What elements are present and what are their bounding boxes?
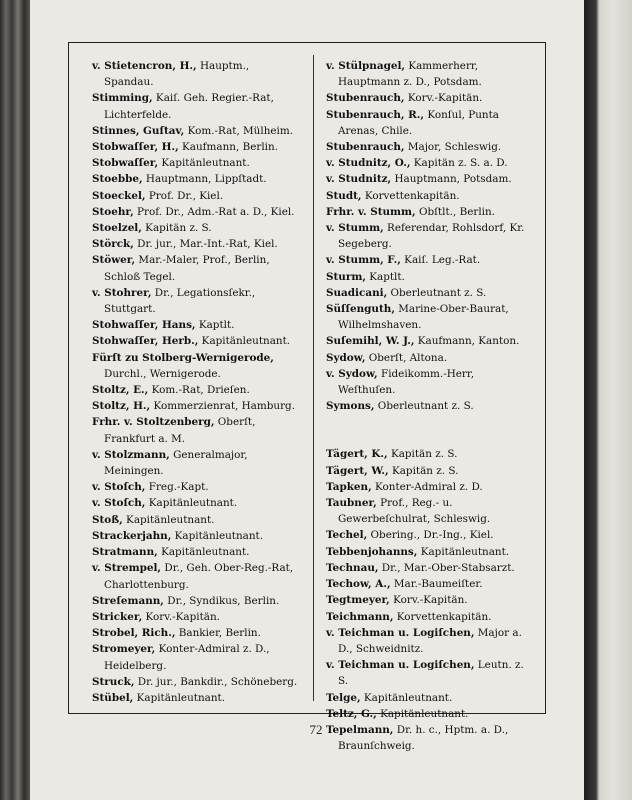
- entry-name: Tapken,: [326, 480, 372, 493]
- entry-name: v. Stumm, F.,: [326, 254, 401, 267]
- directory-entry: [326, 576, 534, 592]
- entry-name: Taubner,: [326, 497, 377, 510]
- facing-page-edge: [584, 0, 632, 800]
- directory-entry: [92, 544, 300, 560]
- entry-detail: Mar.-Maler, Prof., Berlin, Schloß Tegel.: [104, 254, 270, 283]
- entry-detail: Kapitän z. S.: [141, 222, 212, 235]
- entry-name: v. Stoſch,: [92, 497, 146, 510]
- entry-detail: Kom.-Rat, Drieſen.: [148, 384, 250, 397]
- directory-entry: [92, 123, 300, 139]
- entry-name: Stobwaſſer,: [92, 157, 159, 170]
- entry-detail: Dr., Syndikus, Berlin.: [163, 594, 280, 607]
- entry-name: v. Sydow,: [326, 367, 378, 380]
- directory-entry: [326, 188, 534, 204]
- entry-detail: Kapitänleutnant.: [157, 546, 250, 559]
- entry-detail: Prof. Dr., Kiel.: [145, 189, 224, 202]
- entry-name: Suadicani,: [326, 286, 388, 299]
- entry-name: v. Teichman u. Logiſchen,: [326, 659, 475, 672]
- entry-detail: Hauptm., Spandau.: [104, 60, 250, 89]
- entry-name: Stohwaſſer, Herb.,: [92, 335, 199, 348]
- directory-entry: [92, 479, 300, 495]
- directory-entry: [92, 447, 300, 479]
- entry-name: Stoehr,: [92, 205, 134, 218]
- entry-name: Frhr. v. Stoltzenberg,: [92, 416, 215, 429]
- directory-entry: [326, 269, 534, 285]
- directory-entry: [92, 641, 300, 673]
- entry-name: Studt,: [326, 189, 362, 202]
- entry-detail: Kapitänleutnant.: [145, 497, 238, 510]
- entry-name: Suſemihl, W. J.,: [326, 335, 415, 348]
- directory-entry: [326, 706, 534, 722]
- directory-entry: [92, 414, 300, 446]
- entry-name: v. Stolzmann,: [92, 448, 170, 461]
- entry-detail: Dr., Geh. Ober-Reg.-Rat, Charlottenburg.: [104, 562, 294, 591]
- directory-entry: [92, 139, 300, 155]
- directory-entry: [92, 317, 300, 333]
- entry-name: Frhr. v. Stumm,: [326, 205, 416, 218]
- entry-detail: Kaiſ. Leg.-Rat.: [400, 254, 481, 267]
- entry-name: Stratmann,: [92, 546, 158, 559]
- entry-detail: Obſtlt., Berlin.: [415, 205, 495, 218]
- entry-detail: Dr. jur., Mar.-Int.-Rat, Kiel.: [133, 238, 278, 251]
- entry-name: Symons,: [326, 400, 375, 413]
- entry-name: Stohwaſſer, Hans,: [92, 319, 196, 332]
- entry-detail: Dr., Mar.-Ober-Stabsarzt.: [378, 561, 515, 574]
- entry-detail: Generalmajor, Meiningen.: [104, 448, 248, 478]
- directory-entry: [326, 609, 534, 625]
- directory-entry: [326, 58, 534, 90]
- entry-detail: Mar.-Baumeiſter.: [390, 578, 483, 591]
- entry-name: Telge,: [326, 691, 361, 704]
- entry-name: Tebbenjohanns,: [326, 545, 418, 558]
- entry-name: Stoeckel,: [92, 189, 146, 202]
- entry-name: Stoltz, E.,: [92, 384, 149, 397]
- entry-detail: Kapitänleutnant.: [158, 157, 250, 170]
- entry-name: Stromeyer,: [92, 643, 156, 656]
- entry-detail: Kapitän z. S.: [387, 448, 458, 461]
- entry-detail: Prof. Dr., Adm.-Rat a. D., Kiel.: [133, 205, 295, 218]
- directory-entry: [92, 204, 300, 220]
- entry-detail: Konter-Admiral z. D.: [371, 480, 483, 493]
- directory-entry: [92, 382, 300, 398]
- entry-name: v. Teichman u. Logiſchen,: [326, 626, 475, 639]
- entry-name: v. Stumm,: [326, 222, 384, 235]
- entry-detail: Kapitänleutnant.: [360, 691, 453, 704]
- entry-detail: Kapitänleutnant.: [376, 707, 469, 720]
- directory-entry: [326, 90, 534, 106]
- entry-name: Stobwaſſer, H.,: [92, 141, 179, 154]
- entry-detail: Oberſt, Frankfurt a. M.: [104, 416, 256, 445]
- directory-entry: [92, 674, 300, 690]
- entry-name: Techel,: [326, 529, 368, 542]
- entry-name: v. Stietencron, H.,: [92, 60, 197, 72]
- directory-entry: [326, 657, 534, 689]
- entry-detail: Kaptlt.: [195, 319, 235, 332]
- directory-entry: [92, 252, 300, 284]
- directory-entry: [326, 366, 534, 398]
- entry-detail: Oberſt, Altona.: [365, 351, 448, 364]
- directory-entry: [92, 350, 300, 382]
- entry-name: Stoebbe,: [92, 173, 143, 186]
- right-column: [326, 58, 534, 754]
- entry-detail: Dr., Legationsſekr., Stuttgart.: [104, 286, 256, 316]
- entry-detail: Kapitänleutnant.: [417, 545, 510, 558]
- entry-detail: Kaufmann, Kanton.: [414, 335, 520, 348]
- entry-detail: Major, Schleswig.: [404, 141, 502, 154]
- entry-name: Fürſt zu Stolberg-Wernigerode,: [92, 351, 274, 364]
- entry-name: Tägert, K.,: [326, 448, 388, 461]
- entry-name: v. Stoſch,: [92, 481, 146, 494]
- entry-detail: Kapitän z. S.: [388, 464, 459, 477]
- directory-entry: [326, 301, 534, 333]
- book-binding: [0, 0, 30, 800]
- directory-entry: [92, 512, 300, 528]
- directory-entry: [326, 463, 534, 479]
- entry-detail: Durchl., Wernigerode.: [104, 367, 221, 380]
- directory-entry: [326, 285, 534, 301]
- entry-detail: Korv.-Kapitän.: [142, 610, 220, 623]
- entry-name: Stinnes, Guſtav,: [92, 124, 185, 137]
- entry-name: Streſemann,: [92, 594, 164, 607]
- entry-detail: Hauptmann, Lippſtadt.: [142, 173, 267, 186]
- entry-name: Sydow,: [326, 351, 366, 364]
- entry-name: v. Stohrer,: [92, 286, 152, 299]
- entry-detail: Hauptmann, Potsdam.: [391, 173, 512, 186]
- directory-entry: [326, 252, 534, 268]
- directory-entry: [326, 204, 534, 220]
- directory-entry: [92, 625, 300, 641]
- entry-detail: Korv.-Kapitän.: [389, 594, 468, 607]
- right-column-t-section: [326, 446, 534, 754]
- directory-entry: [92, 220, 300, 236]
- directory-entry: [92, 285, 300, 317]
- right-column-s-section: [326, 58, 534, 414]
- directory-entry: [92, 333, 300, 349]
- entry-name: Tepelmann,: [326, 723, 394, 736]
- entry-name: Störck,: [92, 238, 134, 251]
- entry-name: Tegtmeyer,: [326, 594, 390, 607]
- directory-entry: [326, 333, 534, 349]
- entry-name: Stöwer,: [92, 254, 136, 267]
- directory-entry: [326, 107, 534, 139]
- entry-name: Stimming,: [92, 92, 153, 105]
- entry-detail: Dr. h. c., Hptm. a. D., Braunſchweig.: [338, 723, 509, 753]
- entry-detail: Oberleutnant z. S.: [374, 400, 474, 413]
- directory-entry: [92, 398, 300, 414]
- directory-entry: [326, 139, 534, 155]
- directory-entry: [326, 527, 534, 543]
- entry-detail: Prof., Reg.- u. Gewerbeſchulrat, Schleswig.: [338, 497, 491, 526]
- directory-entry: [92, 593, 300, 609]
- entry-detail: Freg.-Kapt.: [145, 481, 209, 494]
- page-number: 72: [309, 722, 323, 737]
- directory-entry: [326, 479, 534, 495]
- entry-detail: Bankier, Berlin.: [175, 627, 261, 640]
- entry-name: Strackerjahn,: [92, 529, 172, 542]
- entry-detail: Konſul, Punta Arenas, Chile.: [338, 108, 499, 137]
- entry-detail: Kom.-Rat, Mülheim.: [184, 124, 294, 137]
- entry-detail: Kapitänleutnant.: [133, 691, 226, 704]
- directory-entry: [92, 155, 300, 171]
- entry-detail: Major a. D., Schweidnitz.: [338, 626, 522, 655]
- entry-name: v. Studnitz,: [326, 173, 392, 186]
- directory-entry: [326, 155, 534, 171]
- entry-detail: Kaiſ. Geh. Regier.-Rat, Lichterfelde.: [104, 92, 274, 121]
- entry-detail: Kommerzienrat, Hamburg.: [150, 400, 295, 413]
- directory-entry: [326, 446, 534, 462]
- column-divider: [313, 55, 314, 701]
- section-gap: [326, 414, 534, 446]
- directory-entry: [92, 188, 300, 204]
- directory-entry: [92, 495, 300, 511]
- entry-name: Tägert, W.,: [326, 464, 389, 477]
- entry-detail: Kapitänleutnant.: [198, 335, 291, 348]
- entry-name: Süſſenguth,: [326, 303, 395, 316]
- directory-entry: [92, 171, 300, 187]
- directory-entry: [326, 690, 534, 706]
- entry-name: Stübel,: [92, 691, 134, 704]
- entry-detail: Oberleutnant z. S.: [387, 286, 487, 299]
- directory-entry: [92, 90, 300, 122]
- directory-entry: [326, 560, 534, 576]
- directory-entry: [326, 544, 534, 560]
- entry-name: Teltz, G.,: [326, 707, 377, 720]
- entry-detail: Kammerherr, Hauptmann z. D., Potsdam.: [338, 60, 482, 89]
- directory-entry: [92, 560, 300, 592]
- entry-name: Techow, A.,: [326, 578, 391, 591]
- entry-name: Stubenrauch, R.,: [326, 108, 425, 121]
- directory-entry: [326, 625, 534, 657]
- entry-detail: Kaptlt.: [365, 270, 405, 283]
- entry-detail: Kaufmann, Berlin.: [178, 141, 278, 154]
- entry-detail: Korvettenkapitän.: [393, 610, 492, 623]
- entry-detail: Konter-Admiral z. D., Heidelberg.: [104, 643, 270, 672]
- entry-detail: Dr. jur., Bankdir., Schöneberg.: [134, 675, 298, 688]
- entry-name: Stubenrauch,: [326, 92, 405, 105]
- entry-name: Struck,: [92, 675, 135, 688]
- directory-entry: [326, 171, 534, 187]
- left-column: [92, 58, 300, 706]
- directory-entry: [92, 236, 300, 252]
- directory-entry: [92, 609, 300, 625]
- directory-entry: [326, 220, 534, 252]
- entry-detail: Kapitän z. S. a. D.: [410, 157, 508, 170]
- directory-entry: [326, 350, 534, 366]
- directory-entry: [326, 398, 534, 414]
- directory-entry: [326, 592, 534, 608]
- directory-entry: [92, 690, 300, 706]
- entry-detail: Korvettenkapitän.: [361, 189, 460, 202]
- entry-detail: Marine-Ober-Baurat, Wilhelmshaven.: [338, 303, 509, 332]
- entry-name: Stoltz, H.,: [92, 400, 151, 413]
- directory-entry: [92, 528, 300, 544]
- directory-entry: [326, 495, 534, 527]
- entry-name: Sturm,: [326, 270, 366, 283]
- entry-detail: Leutn. z. S.: [338, 659, 524, 688]
- entry-name: Stricker,: [92, 610, 143, 623]
- entry-detail: Fideikomm.-Herr, Weſthuſen.: [338, 367, 475, 397]
- entry-name: v. Strempel,: [92, 562, 162, 575]
- entry-name: Stoelzel,: [92, 222, 142, 235]
- entry-name: v. Studnitz, O.,: [326, 157, 411, 170]
- entry-name: v. Stülpnagel,: [326, 60, 406, 72]
- entry-name: Teichmann,: [326, 610, 394, 623]
- entry-detail: Korv.-Kapitän.: [404, 92, 483, 105]
- entry-name: Technau,: [326, 561, 379, 574]
- entry-detail: Obering., Dr.-Ing., Kiel.: [367, 529, 494, 542]
- entry-name: Strobel, Rich.,: [92, 627, 176, 640]
- entry-detail: Referendar, Rohlsdorf, Kr. Segeberg.: [338, 222, 525, 251]
- entry-name: Stubenrauch,: [326, 141, 405, 154]
- entry-name: Stoß,: [92, 513, 123, 526]
- entry-detail: Kapitänleutnant.: [171, 529, 264, 542]
- entry-detail: Kapitänleutnant.: [122, 513, 215, 526]
- directory-entry: [92, 58, 300, 90]
